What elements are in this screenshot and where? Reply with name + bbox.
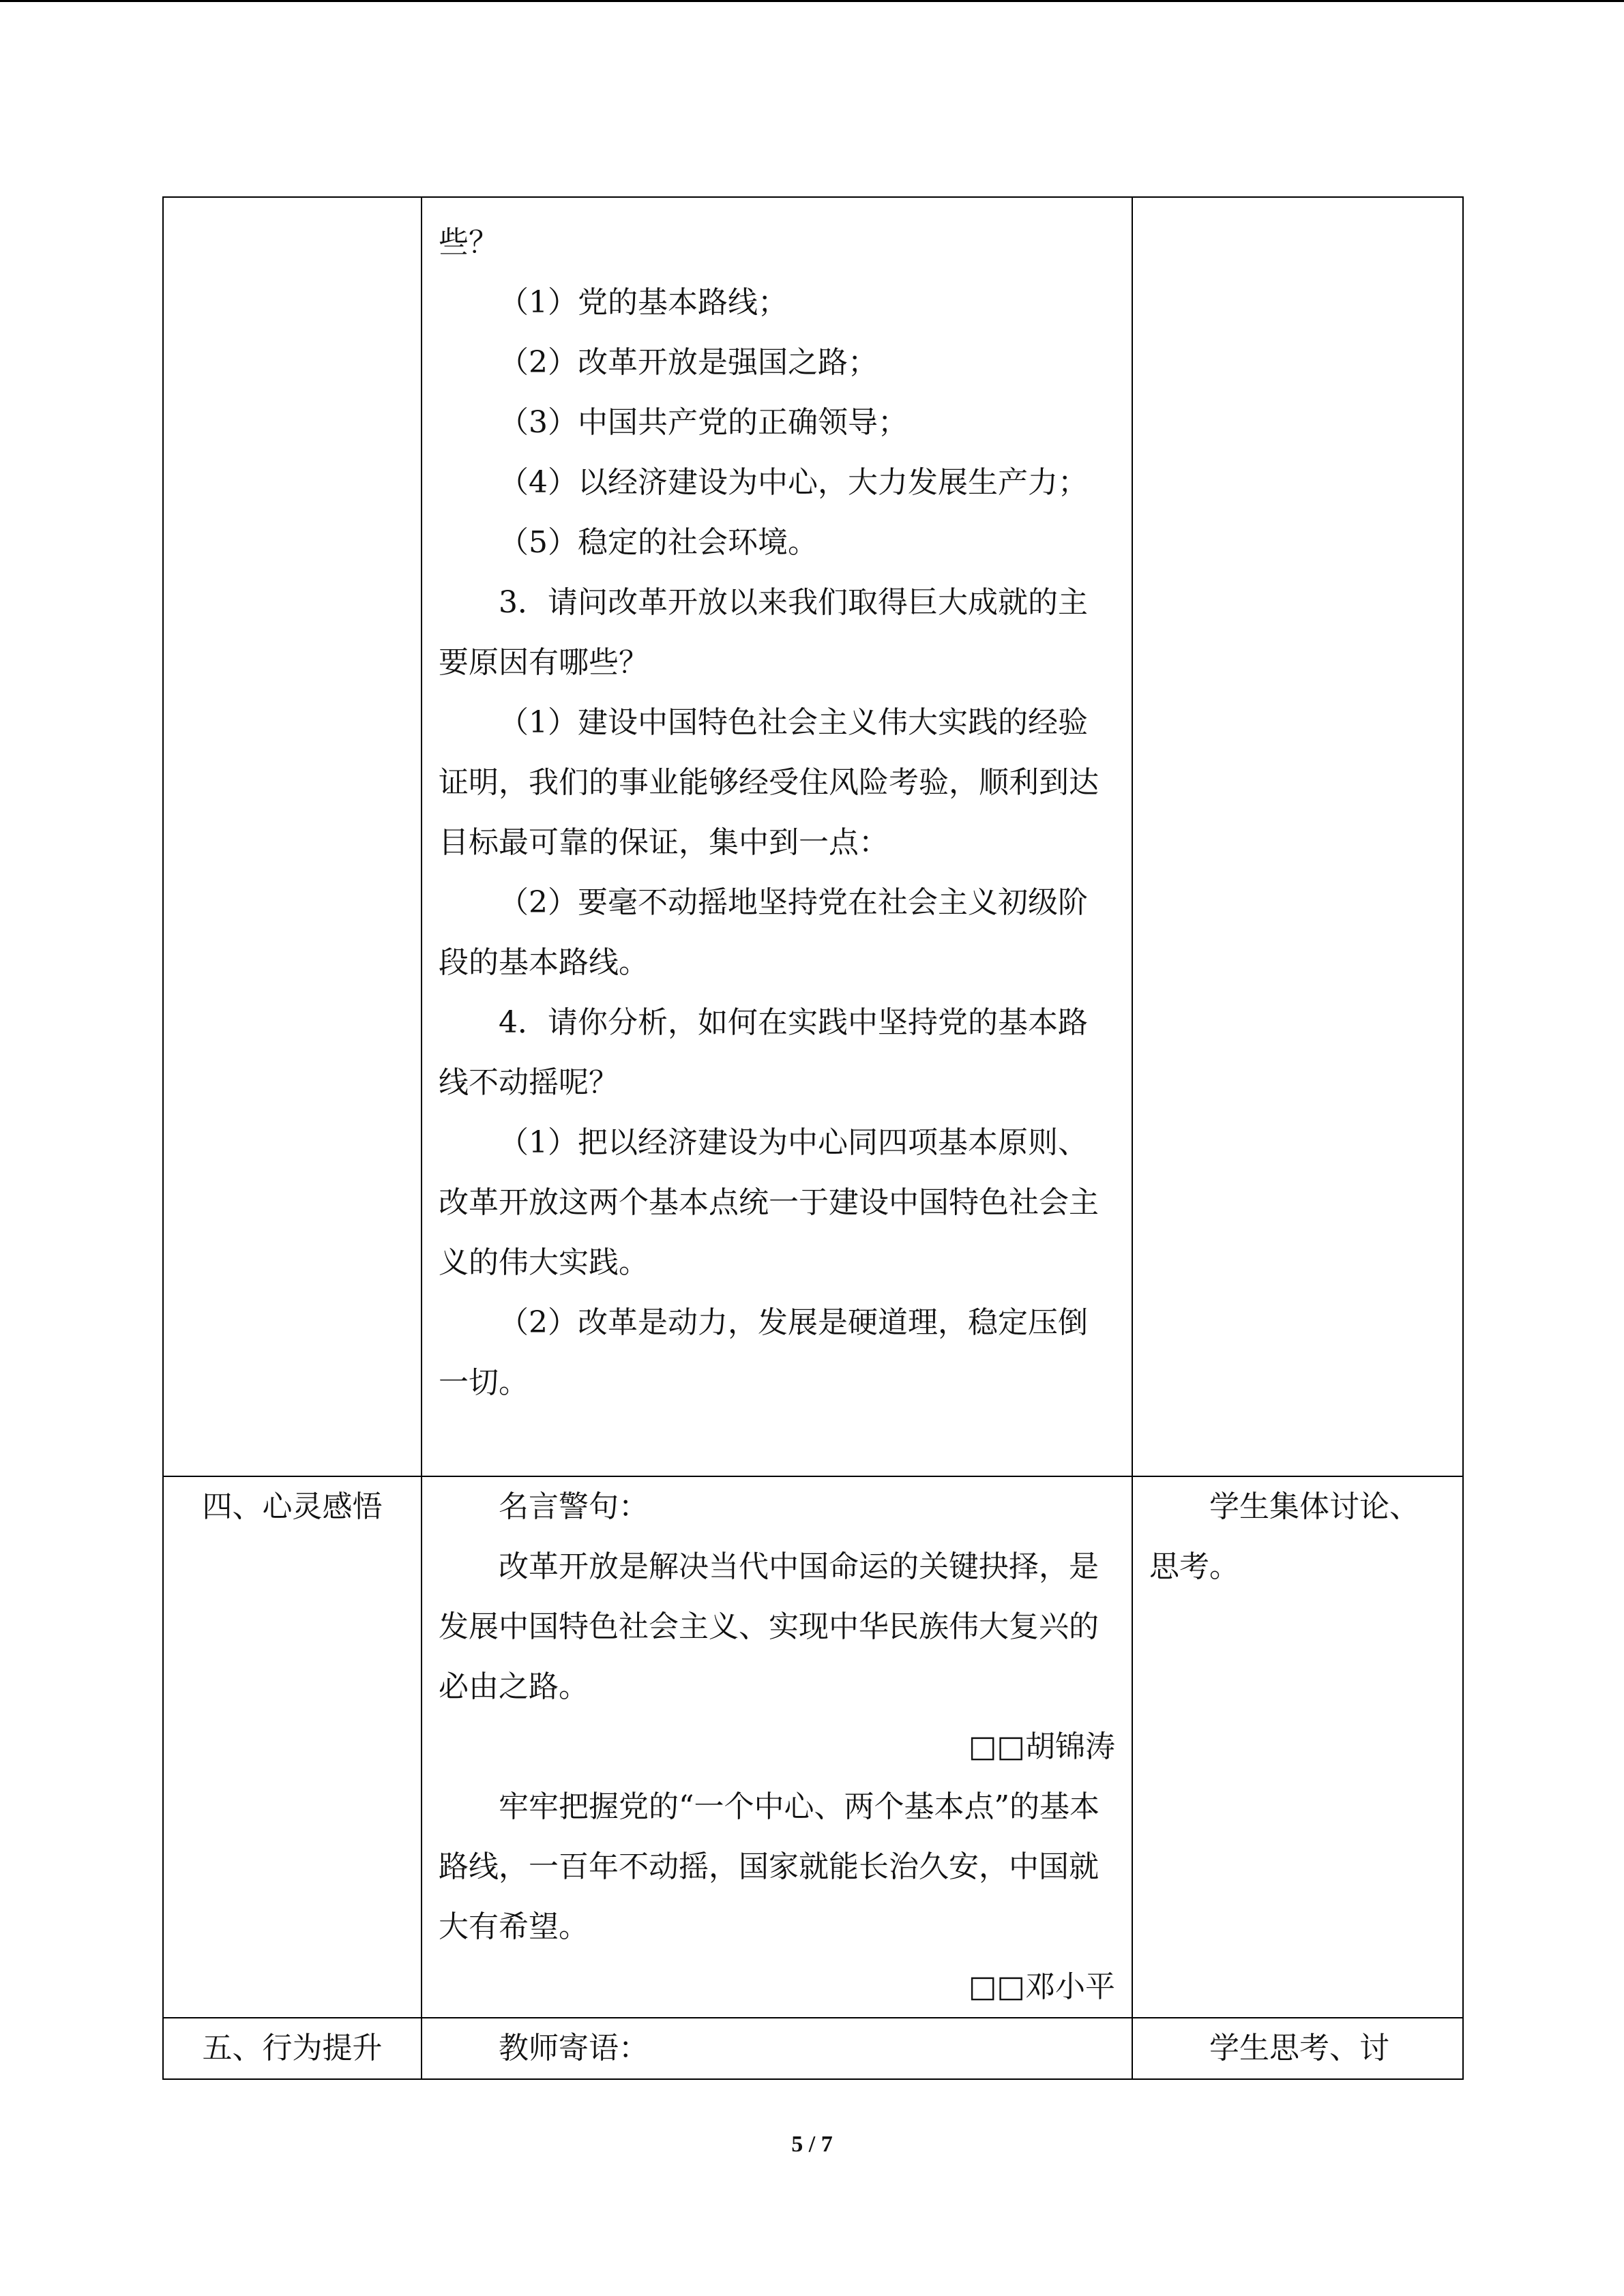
content-paragraph: 4．请你分析，如何在实践中坚持党的基本路线不动摇呢？: [439, 1005, 1088, 1100]
student-activity-cell: [1132, 2018, 1463, 2079]
content-paragraph: 些？: [439, 225, 499, 260]
content-cell: [422, 2018, 1132, 2079]
content-paragraphs: [439, 213, 1115, 1413]
stage-cell: 四、心灵感悟: [163, 1476, 422, 2018]
content-cell: [422, 1476, 1132, 2018]
quotes-heading: 名言警句：: [499, 1489, 649, 1524]
student-activity-text: 学生思考、讨: [1209, 2031, 1389, 2066]
content-paragraph: （4）以经济建设为中心，大力发展生产力；: [499, 465, 1088, 500]
teacher-message-heading: 教师寄语：: [499, 2031, 649, 2066]
stage-cell: [163, 197, 422, 1476]
page-number: 5 / 7: [791, 2132, 833, 2157]
table-row: [163, 1476, 1463, 2018]
content-paragraph: （2）改革开放是强国之路；: [499, 345, 878, 380]
student-activity-cell: [1132, 197, 1463, 1476]
content-paragraph: （1）把以经济建设为中心同四项基本原则、改革开放这两个基本点统一于建设中国特色社会主义的伟大实践。: [439, 1125, 1099, 1280]
content-paragraph: 3．请问改革开放以来我们取得巨大成就的主要原因有哪些？: [439, 585, 1088, 680]
content-paragraph: （1）党的基本路线；: [499, 285, 788, 320]
table-row: [163, 197, 1463, 1476]
content-paragraph: （2）改革是动力，发展是硬道理，稳定压倒一切。: [439, 1305, 1088, 1400]
content-paragraph: （5）稳定的社会环境。: [499, 525, 818, 560]
page-top-border: [0, 0, 1624, 2]
student-activity-text: 学生集体讨论、思考。: [1149, 1489, 1419, 1584]
content-paragraph: （2）要毫不动摇地坚持党在社会主义初级阶段的基本路线。: [439, 885, 1088, 980]
student-activity-cell: [1132, 1476, 1463, 2018]
content-cell: [422, 197, 1132, 1476]
quote-attribution: □□胡锦涛: [968, 1729, 1115, 1764]
content-paragraph: （3）中国共产党的正确领导；: [499, 405, 908, 440]
content-paragraph: （1）建设中国特色社会主义伟大实践的经验证明，我们的事业能够经受住风险考验，顺利到达目标最可靠的保证，集中到一点：: [439, 705, 1099, 860]
quote-attribution: □□邓小平: [968, 1969, 1115, 2004]
stage-cell: 五、行为提升: [163, 2018, 422, 2079]
table-row: [163, 2018, 1463, 2079]
quote-text: 牢牢把握党的“一个中心、两个基本点”的基本路线，一百年不动摇，国家就能长治久安，中国就大有希望。: [439, 1789, 1099, 1944]
lesson-plan-table: [162, 196, 1464, 2080]
quote-text: 改革开放是解决当代中国命运的关键抉择，是发展中国特色社会主义、实现中华民族伟大复兴的必由之路。: [439, 1549, 1099, 1704]
